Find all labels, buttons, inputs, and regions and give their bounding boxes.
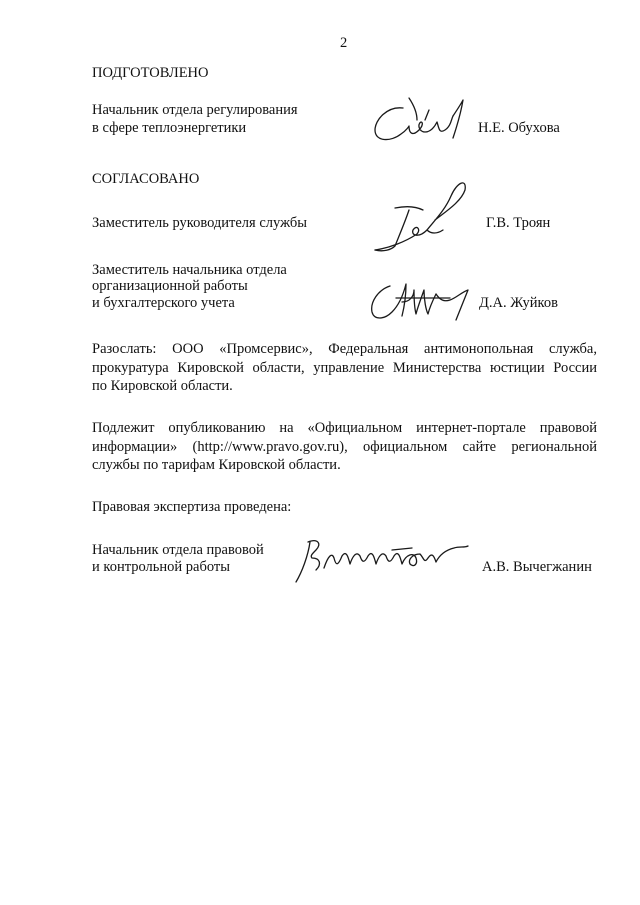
signature-zhuykov <box>360 272 480 328</box>
page-number: 2 <box>340 35 348 51</box>
publication-line-3: службы по тарифам Кировской области. <box>92 457 341 473</box>
agreed-signer-1-position-line-1: Заместитель руководителя службы <box>92 215 308 231</box>
prepared-name: Н.Е. Обухова <box>478 120 560 136</box>
prepared-position-line-1: Начальник отдела регулирования <box>92 102 298 118</box>
agreed-heading: СОГЛАСОВАНО <box>92 171 200 187</box>
signature-troyan <box>355 172 485 258</box>
signature-vychegzhanin <box>288 528 478 588</box>
prepared-position-line-2: в сфере теплоэнергетики <box>92 120 247 136</box>
signature-obukhova <box>365 90 475 150</box>
legal-review-position-line-1: Начальник отдела правовой <box>92 542 264 558</box>
distribution-line-3: по Кировской области. <box>92 378 233 394</box>
legal-review-name: А.В. Вычегжанин <box>482 559 592 575</box>
legal-review-position-line-2: и контрольной работы <box>92 559 230 575</box>
publication-paragraph <box>92 419 597 475</box>
agreed-signer-2-position-line-1: Заместитель начальника отдела <box>92 262 287 278</box>
legal-review-heading: Правовая экспертиза проведена: <box>92 499 292 515</box>
distribution-line-2: прокуратура Кировской области, управление Министерства юстиции России <box>92 359 597 376</box>
distribution-line-1: Разослать: ООО «Промсервис», Федеральная антимонопольная служба, <box>92 341 597 357</box>
distribution-paragraph <box>92 340 597 396</box>
agreed-signer-2-position-line-3: и бухгалтерского учета <box>92 295 235 311</box>
agreed-signer-2-name: Д.А. Жуйков <box>479 295 558 311</box>
publication-line-2: информации» (http://www.pravo.gov.ru), официальном сайте региональной <box>92 438 597 455</box>
agreed-signer-2-position-line-2: организационной работы <box>92 278 248 294</box>
publication-line-1: Подлежит опубликованию на «Официальном интернет-портале правовой <box>92 420 597 436</box>
agreed-signer-1-name: Г.В. Троян <box>486 215 551 231</box>
prepared-heading: ПОДГОТОВЛЕНО <box>92 65 209 81</box>
